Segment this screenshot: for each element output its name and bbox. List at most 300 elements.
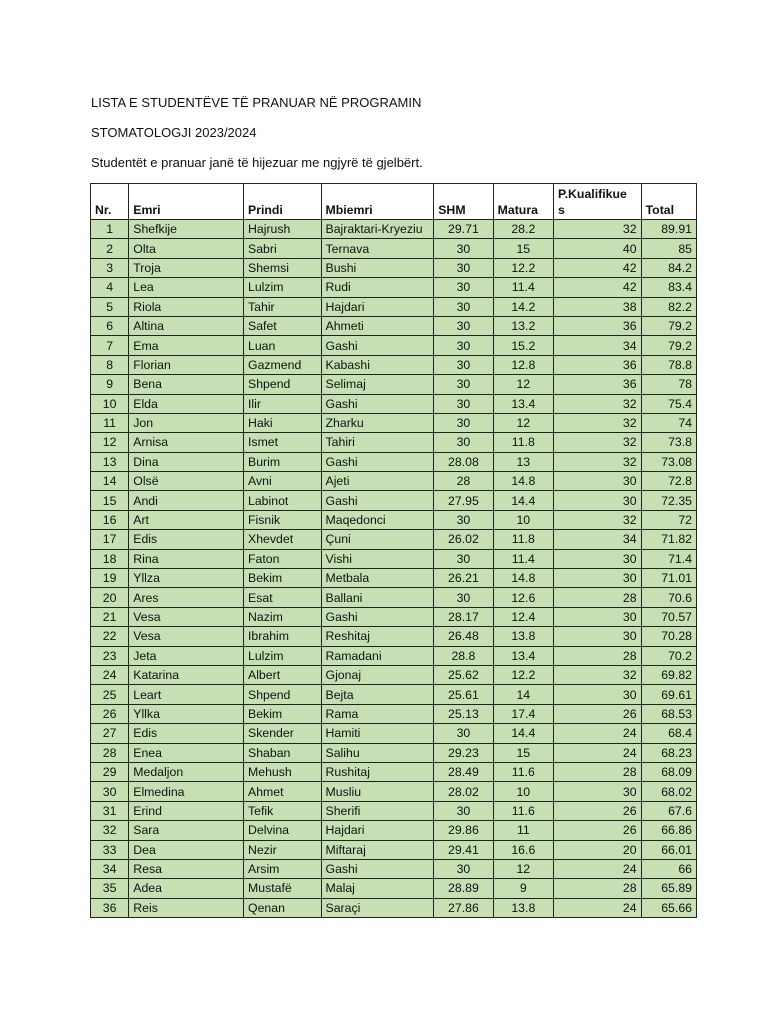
- table-row: [91, 452, 697, 471]
- cell-mbiemri: Ahmeti: [321, 316, 434, 335]
- cell-mbiemri: Bushi: [321, 258, 434, 277]
- cell-mbiemri: Bejta: [321, 685, 434, 704]
- header-matura: Matura: [493, 184, 553, 220]
- cell-total: 68.02: [641, 782, 696, 801]
- cell-total: 71.4: [641, 549, 696, 568]
- cell-total: 70.28: [641, 627, 696, 646]
- cell-nr: 14: [91, 472, 129, 491]
- cell-emri: Riola: [129, 297, 244, 316]
- cell-emri: Adea: [129, 879, 244, 898]
- cell-total: 83.4: [641, 278, 696, 297]
- cell-emri: Olsë: [129, 472, 244, 491]
- cell-emri: Enea: [129, 743, 244, 762]
- cell-prindi: Ahmet: [244, 782, 322, 801]
- cell-pike-kualifikuese: 24: [554, 898, 642, 917]
- cell-pike-kualifikuese: 32: [554, 510, 642, 529]
- cell-pike-kualifikuese: 28: [554, 588, 642, 607]
- cell-emri: Vesa: [129, 627, 244, 646]
- cell-matura: 13.8: [493, 898, 553, 917]
- cell-matura: 13.4: [493, 394, 553, 413]
- cell-prindi: Delvina: [244, 821, 322, 840]
- cell-nr: 35: [91, 879, 129, 898]
- cell-matura: 11.4: [493, 549, 553, 568]
- cell-mbiemri: Vishi: [321, 549, 434, 568]
- cell-matura: 14.8: [493, 472, 553, 491]
- cell-total: 78: [641, 375, 696, 394]
- cell-emri: Dina: [129, 452, 244, 471]
- cell-shm: 29.41: [434, 840, 493, 859]
- cell-matura: 14.2: [493, 297, 553, 316]
- cell-nr: 19: [91, 569, 129, 588]
- cell-mbiemri: Selimaj: [321, 375, 434, 394]
- cell-emri: Rina: [129, 549, 244, 568]
- cell-matura: 12.2: [493, 665, 553, 684]
- cell-total: 73.08: [641, 452, 696, 471]
- table-row: [91, 491, 697, 510]
- cell-shm: 28.49: [434, 762, 493, 781]
- cell-matura: 12: [493, 375, 553, 394]
- cell-matura: 10: [493, 510, 553, 529]
- program-title: STOMATOLOGJI 2023/2024: [91, 125, 257, 140]
- cell-mbiemri: Bajraktari-Kryeziu: [321, 220, 434, 239]
- table-row: [91, 879, 697, 898]
- cell-pike-kualifikuese: 42: [554, 278, 642, 297]
- cell-nr: 22: [91, 627, 129, 646]
- table-row: [91, 665, 697, 684]
- cell-nr: 25: [91, 685, 129, 704]
- cell-shm: 30: [434, 510, 493, 529]
- cell-mbiemri: Metbala: [321, 569, 434, 588]
- cell-mbiemri: Sherifi: [321, 801, 434, 820]
- cell-mbiemri: Musliu: [321, 782, 434, 801]
- cell-shm: 30: [434, 433, 493, 452]
- cell-total: 75.4: [641, 394, 696, 413]
- cell-pike-kualifikuese: 26: [554, 821, 642, 840]
- document-title: LISTA E STUDENTËVE TË PRANUAR NË PROGRAMIN: [91, 95, 422, 110]
- cell-shm: 30: [434, 394, 493, 413]
- cell-total: 72: [641, 510, 696, 529]
- table-row: [91, 704, 697, 723]
- table-row: [91, 472, 697, 491]
- cell-mbiemri: Rudi: [321, 278, 434, 297]
- cell-nr: 5: [91, 297, 129, 316]
- cell-pike-kualifikuese: 28: [554, 762, 642, 781]
- table-row: [91, 530, 697, 549]
- cell-prindi: Burim: [244, 452, 322, 471]
- cell-emri: Elmedina: [129, 782, 244, 801]
- cell-shm: 25.13: [434, 704, 493, 723]
- cell-prindi: Labinot: [244, 491, 322, 510]
- table-row: [91, 316, 697, 335]
- cell-matura: 16.6: [493, 840, 553, 859]
- cell-prindi: Lulzim: [244, 646, 322, 665]
- cell-pike-kualifikuese: 30: [554, 782, 642, 801]
- cell-total: 79.2: [641, 336, 696, 355]
- cell-emri: Ares: [129, 588, 244, 607]
- cell-mbiemri: Hajdari: [321, 297, 434, 316]
- cell-nr: 20: [91, 588, 129, 607]
- cell-shm: 29.71: [434, 220, 493, 239]
- cell-emri: Jeta: [129, 646, 244, 665]
- cell-prindi: Faton: [244, 549, 322, 568]
- cell-prindi: Bekim: [244, 704, 322, 723]
- header-pike-kualifikuese: P.Kualifikue s: [554, 184, 642, 220]
- cell-shm: 26.02: [434, 530, 493, 549]
- cell-mbiemri: Miftaraj: [321, 840, 434, 859]
- cell-matura: 15.2: [493, 336, 553, 355]
- cell-shm: 30: [434, 239, 493, 258]
- cell-total: 89.91: [641, 220, 696, 239]
- cell-nr: 16: [91, 510, 129, 529]
- table-row: [91, 258, 697, 277]
- cell-shm: 30: [434, 258, 493, 277]
- table-row: [91, 375, 697, 394]
- cell-prindi: Avni: [244, 472, 322, 491]
- cell-nr: 32: [91, 821, 129, 840]
- table-row: [91, 801, 697, 820]
- cell-pike-kualifikuese: 32: [554, 665, 642, 684]
- header-prindi: Prindi: [244, 184, 322, 220]
- cell-matura: 11.4: [493, 278, 553, 297]
- cell-prindi: Tefik: [244, 801, 322, 820]
- cell-prindi: Sabri: [244, 239, 322, 258]
- cell-prindi: Shaban: [244, 743, 322, 762]
- table-row: [91, 510, 697, 529]
- table-row: [91, 898, 697, 917]
- cell-total: 68.53: [641, 704, 696, 723]
- table-row: [91, 646, 697, 665]
- cell-pike-kualifikuese: 32: [554, 394, 642, 413]
- cell-matura: 13: [493, 452, 553, 471]
- cell-emri: Jon: [129, 413, 244, 432]
- cell-emri: Ema: [129, 336, 244, 355]
- table-row: [91, 782, 697, 801]
- cell-mbiemri: Salihu: [321, 743, 434, 762]
- cell-matura: 11: [493, 821, 553, 840]
- cell-mbiemri: Zharku: [321, 413, 434, 432]
- cell-mbiemri: Çuni: [321, 530, 434, 549]
- cell-prindi: Bekim: [244, 569, 322, 588]
- cell-prindi: Safet: [244, 316, 322, 335]
- cell-total: 65.89: [641, 879, 696, 898]
- table-row: [91, 549, 697, 568]
- cell-shm: 28.08: [434, 452, 493, 471]
- cell-nr: 33: [91, 840, 129, 859]
- cell-matura: 9: [493, 879, 553, 898]
- cell-matura: 14.8: [493, 569, 553, 588]
- cell-emri: Florian: [129, 355, 244, 374]
- cell-nr: 30: [91, 782, 129, 801]
- cell-total: 65.66: [641, 898, 696, 917]
- cell-mbiemri: Ballani: [321, 588, 434, 607]
- cell-emri: Yllza: [129, 569, 244, 588]
- legend-note: Studentët e pranuar janë të hijezuar me ngjyrë të gjelbërt.: [91, 155, 423, 170]
- cell-emri: Dea: [129, 840, 244, 859]
- cell-total: 70.57: [641, 607, 696, 626]
- cell-pike-kualifikuese: 36: [554, 316, 642, 335]
- cell-emri: Vesa: [129, 607, 244, 626]
- table-row: [91, 220, 697, 239]
- table-row: [91, 413, 697, 432]
- cell-prindi: Haki: [244, 413, 322, 432]
- cell-matura: 11.8: [493, 530, 553, 549]
- table-row: [91, 724, 697, 743]
- cell-prindi: Nezir: [244, 840, 322, 859]
- cell-nr: 10: [91, 394, 129, 413]
- cell-matura: 12: [493, 413, 553, 432]
- cell-pike-kualifikuese: 30: [554, 569, 642, 588]
- cell-nr: 13: [91, 452, 129, 471]
- cell-pike-kualifikuese: 34: [554, 336, 642, 355]
- cell-mbiemri: Ajeti: [321, 472, 434, 491]
- cell-shm: 30: [434, 278, 493, 297]
- cell-emri: Leart: [129, 685, 244, 704]
- cell-total: 85: [641, 239, 696, 258]
- cell-prindi: Esat: [244, 588, 322, 607]
- cell-total: 70.6: [641, 588, 696, 607]
- cell-matura: 15: [493, 239, 553, 258]
- cell-pike-kualifikuese: 24: [554, 743, 642, 762]
- cell-prindi: Lulzim: [244, 278, 322, 297]
- cell-nr: 9: [91, 375, 129, 394]
- cell-emri: Elda: [129, 394, 244, 413]
- cell-prindi: Xhevdet: [244, 530, 322, 549]
- cell-mbiemri: Reshitaj: [321, 627, 434, 646]
- cell-pike-kualifikuese: 26: [554, 801, 642, 820]
- cell-shm: 30: [434, 316, 493, 335]
- cell-prindi: Mehush: [244, 762, 322, 781]
- cell-shm: 30: [434, 588, 493, 607]
- cell-total: 68.23: [641, 743, 696, 762]
- cell-matura: 12.8: [493, 355, 553, 374]
- cell-matura: 14.4: [493, 724, 553, 743]
- table-row: [91, 569, 697, 588]
- cell-pike-kualifikuese: 30: [554, 491, 642, 510]
- cell-total: 71.01: [641, 569, 696, 588]
- cell-shm: 25.62: [434, 665, 493, 684]
- cell-shm: 27.95: [434, 491, 493, 510]
- cell-shm: 28: [434, 472, 493, 491]
- cell-total: 72.8: [641, 472, 696, 491]
- cell-matura: 28.2: [493, 220, 553, 239]
- cell-nr: 28: [91, 743, 129, 762]
- cell-mbiemri: Gashi: [321, 394, 434, 413]
- cell-emri: Troja: [129, 258, 244, 277]
- cell-mbiemri: Kabashi: [321, 355, 434, 374]
- cell-matura: 11.6: [493, 801, 553, 820]
- cell-prindi: Shpend: [244, 375, 322, 394]
- cell-shm: 30: [434, 413, 493, 432]
- cell-emri: Medaljon: [129, 762, 244, 781]
- table-row: [91, 743, 697, 762]
- cell-matura: 13.4: [493, 646, 553, 665]
- table-row: [91, 394, 697, 413]
- cell-mbiemri: Gashi: [321, 859, 434, 878]
- cell-total: 72.35: [641, 491, 696, 510]
- cell-pike-kualifikuese: 20: [554, 840, 642, 859]
- cell-pike-kualifikuese: 38: [554, 297, 642, 316]
- cell-nr: 17: [91, 530, 129, 549]
- cell-mbiemri: Hamiti: [321, 724, 434, 743]
- header-emri: Emri: [129, 184, 244, 220]
- cell-nr: 8: [91, 355, 129, 374]
- cell-prindi: Ismet: [244, 433, 322, 452]
- cell-shm: 29.86: [434, 821, 493, 840]
- cell-total: 68.4: [641, 724, 696, 743]
- cell-mbiemri: Ternava: [321, 239, 434, 258]
- cell-shm: 30: [434, 801, 493, 820]
- cell-shm: 26.21: [434, 569, 493, 588]
- cell-total: 69.61: [641, 685, 696, 704]
- table-row: [91, 685, 697, 704]
- cell-total: 67.6: [641, 801, 696, 820]
- cell-pike-kualifikuese: 30: [554, 549, 642, 568]
- cell-total: 78.8: [641, 355, 696, 374]
- cell-emri: Sara: [129, 821, 244, 840]
- cell-shm: 25.61: [434, 685, 493, 704]
- table-row: [91, 297, 697, 316]
- cell-mbiemri: Malaj: [321, 879, 434, 898]
- cell-total: 82.2: [641, 297, 696, 316]
- cell-shm: 30: [434, 375, 493, 394]
- cell-matura: 11.6: [493, 762, 553, 781]
- cell-pike-kualifikuese: 24: [554, 859, 642, 878]
- cell-total: 69.82: [641, 665, 696, 684]
- cell-nr: 7: [91, 336, 129, 355]
- cell-emri: Lea: [129, 278, 244, 297]
- cell-prindi: Skender: [244, 724, 322, 743]
- cell-matura: 14.4: [493, 491, 553, 510]
- cell-emri: Reis: [129, 898, 244, 917]
- cell-nr: 31: [91, 801, 129, 820]
- cell-prindi: Ilir: [244, 394, 322, 413]
- cell-pike-kualifikuese: 34: [554, 530, 642, 549]
- cell-nr: 34: [91, 859, 129, 878]
- cell-shm: 29.23: [434, 743, 493, 762]
- cell-nr: 23: [91, 646, 129, 665]
- cell-total: 66.01: [641, 840, 696, 859]
- cell-total: 73.8: [641, 433, 696, 452]
- cell-emri: Olta: [129, 239, 244, 258]
- cell-matura: 13.2: [493, 316, 553, 335]
- table-row: [91, 336, 697, 355]
- cell-pike-kualifikuese: 36: [554, 355, 642, 374]
- cell-nr: 11: [91, 413, 129, 432]
- cell-nr: 24: [91, 665, 129, 684]
- cell-prindi: Nazim: [244, 607, 322, 626]
- cell-pike-kualifikuese: 30: [554, 472, 642, 491]
- cell-nr: 21: [91, 607, 129, 626]
- cell-shm: 30: [434, 297, 493, 316]
- cell-matura: 10: [493, 782, 553, 801]
- cell-shm: 26.48: [434, 627, 493, 646]
- cell-pike-kualifikuese: 36: [554, 375, 642, 394]
- table-row: [91, 762, 697, 781]
- cell-nr: 36: [91, 898, 129, 917]
- cell-shm: 28.02: [434, 782, 493, 801]
- cell-shm: 30: [434, 724, 493, 743]
- cell-mbiemri: Maqedonci: [321, 510, 434, 529]
- cell-matura: 12.6: [493, 588, 553, 607]
- cell-matura: 17.4: [493, 704, 553, 723]
- cell-prindi: Shemsi: [244, 258, 322, 277]
- header-nr: Nr.: [91, 184, 129, 220]
- cell-nr: 6: [91, 316, 129, 335]
- cell-matura: 13.8: [493, 627, 553, 646]
- cell-mbiemri: Gashi: [321, 336, 434, 355]
- cell-total: 66.86: [641, 821, 696, 840]
- cell-prindi: Shpend: [244, 685, 322, 704]
- cell-pike-kualifikuese: 40: [554, 239, 642, 258]
- cell-matura: 12.4: [493, 607, 553, 626]
- cell-emri: Altina: [129, 316, 244, 335]
- cell-nr: 29: [91, 762, 129, 781]
- table-row: [91, 433, 697, 452]
- cell-emri: Yllka: [129, 704, 244, 723]
- cell-shm: 27.86: [434, 898, 493, 917]
- table-row: [91, 821, 697, 840]
- cell-pike-kualifikuese: 32: [554, 413, 642, 432]
- cell-nr: 26: [91, 704, 129, 723]
- cell-total: 70.2: [641, 646, 696, 665]
- cell-emri: Arnisa: [129, 433, 244, 452]
- cell-total: 68.09: [641, 762, 696, 781]
- cell-pike-kualifikuese: 32: [554, 452, 642, 471]
- cell-prindi: Ibrahim: [244, 627, 322, 646]
- admitted-students-table: [90, 183, 697, 918]
- table-row: [91, 859, 697, 878]
- table-row: [91, 278, 697, 297]
- cell-total: 71.82: [641, 530, 696, 549]
- cell-nr: 1: [91, 220, 129, 239]
- cell-pike-kualifikuese: 28: [554, 646, 642, 665]
- cell-pike-kualifikuese: 30: [554, 685, 642, 704]
- cell-prindi: Mustafë: [244, 879, 322, 898]
- cell-emri: Katarina: [129, 665, 244, 684]
- cell-shm: 28.8: [434, 646, 493, 665]
- cell-nr: 18: [91, 549, 129, 568]
- header-shm: SHM: [434, 184, 493, 220]
- cell-pike-kualifikuese: 30: [554, 607, 642, 626]
- cell-matura: 12.2: [493, 258, 553, 277]
- cell-nr: 2: [91, 239, 129, 258]
- table-row: [91, 588, 697, 607]
- header-total: Total: [641, 184, 696, 220]
- cell-emri: Art: [129, 510, 244, 529]
- cell-emri: Shefkije: [129, 220, 244, 239]
- cell-emri: Bena: [129, 375, 244, 394]
- cell-mbiemri: Saraçi: [321, 898, 434, 917]
- cell-prindi: Fisnik: [244, 510, 322, 529]
- cell-emri: Edis: [129, 530, 244, 549]
- cell-mbiemri: Rushitaj: [321, 762, 434, 781]
- cell-mbiemri: Tahiri: [321, 433, 434, 452]
- table-row: [91, 355, 697, 374]
- cell-nr: 27: [91, 724, 129, 743]
- cell-pike-kualifikuese: 32: [554, 220, 642, 239]
- cell-matura: 12: [493, 859, 553, 878]
- cell-mbiemri: Gashi: [321, 607, 434, 626]
- table-row: [91, 840, 697, 859]
- table-header-row: [91, 184, 697, 220]
- cell-emri: Erind: [129, 801, 244, 820]
- cell-shm: 30: [434, 355, 493, 374]
- cell-shm: 28.89: [434, 879, 493, 898]
- cell-pike-kualifikuese: 30: [554, 627, 642, 646]
- cell-shm: 30: [434, 549, 493, 568]
- cell-mbiemri: Gashi: [321, 491, 434, 510]
- cell-mbiemri: Rama: [321, 704, 434, 723]
